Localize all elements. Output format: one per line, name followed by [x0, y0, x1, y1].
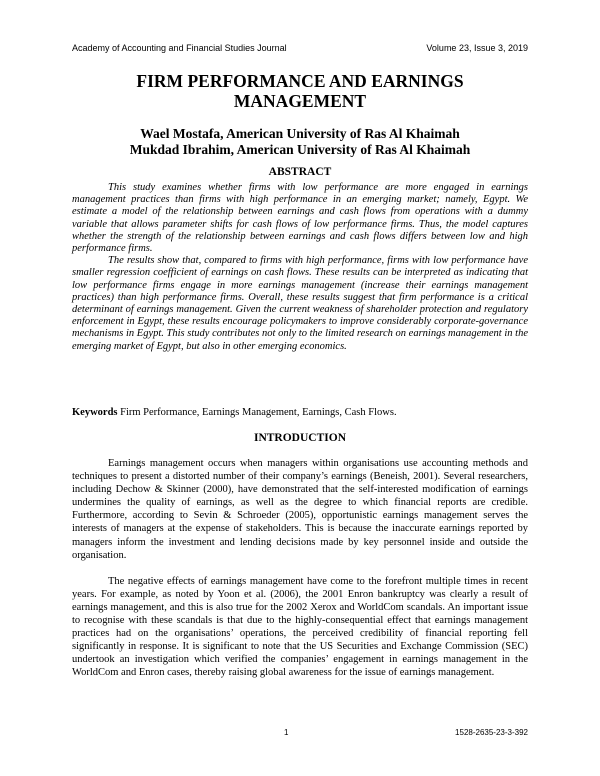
abstract-heading: ABSTRACT: [268, 166, 332, 178]
introduction-paragraph-2: The negative effects of earnings management have come to the forefront multiple times in recent years. For example, as noted by Yoon et al. (2006), the 2001 Enron bankruptcy was clearly a result of earnings management, and this is also true for the 2002 Xerox and WorldCom scandals. An important issue to recognise with these scandals is that due to the highly-consequential effect that earnings management practices had on the organisations’ operations, the perceived credibility of financial reporting fell significantly in response. It is significant to note that the US Securities and Exchange Commission (SEC) undertook an investigation which verified the companies’ engagement in earnings management in the WorldCom and Enron cases, thereby raising global awareness for the issue of earnings management.: [72, 575, 528, 679]
paper-title-line-2: MANAGEMENT: [233, 91, 367, 111]
abstract-paragraph-2: The results show that, compared to firms with high performance, firms with low performance have smaller regression coefficient of earnings on cash flows. These results can be interpreted as indicating that low performance firms engage in more earnings management (increase their earnings management practices) than high performance firms. Overall, these results suggest that firm performance is a critical determinant of earnings management. Given the current weakness of shareholder protection and regulatory enforcement in Egypt, these results encourage policymakers to improve considerably corporate-governance mechanisms in Egypt. This study contributes not only to the limited research on earnings management in the emerging market of Egypt, but also in other emerging economics.: [72, 255, 528, 352]
abstract-body: [72, 182, 528, 353]
introduction-heading: INTRODUCTION: [253, 432, 346, 444]
journal-name: Academy of Accounting and Financial Studies Journal: [72, 43, 287, 53]
author-2: Mukdad Ibrahim, American University of Ras Al Khaimah: [129, 142, 471, 157]
abstract-paragraph-1: This study examines whether firms with low performance are more engaged in earnings management practices than firms with high performance in an emerging market; namely, Egypt. We estimate a model of the relationship between earnings and cash flows from operations with a dummy variable that allows parameter shifts for cash flows of low performance firms. Thus, the model captures whether the strength of the relationship between earnings and cash flows differs between low and high performance firms.: [72, 182, 528, 255]
author-1: Wael Mostafa, American University of Ras Al Khaimah: [140, 126, 460, 141]
page-number: 1: [284, 728, 289, 737]
document-id: 1528-2635-23-3-392: [455, 728, 528, 737]
introduction-paragraph-1: Earnings management occurs when managers within organisations use accounting methods and techniques to present a distorted number of their company’s earnings (Beneish, 2001). Several researchers, including Dechow & Skinner (2000), have demonstrated that the self-interested modification of earnings undermines the quality of earnings, as well as the degree to which financial reports are credible. Furthermore, according to Sevin & Schroeder (2005), opportunistic earnings management serves the interests of managers at the expense of stakeholders. This is because the inaccurate earnings reported by managers inform the investment and lending decisions made by key personnel inside and outside the organisation.: [72, 458, 528, 561]
page-footer: [72, 728, 528, 740]
author-list: [72, 126, 528, 158]
paper-title: [72, 71, 528, 111]
introduction-body: [72, 457, 528, 680]
running-header: [72, 43, 528, 53]
issue-info: Volume 23, Issue 3, 2019: [426, 43, 528, 53]
keywords-label: Keywords: [72, 407, 118, 418]
paper-title-line-1: FIRM PERFORMANCE AND EARNINGS: [136, 71, 464, 91]
keywords-text: Firm Performance, Earnings Management, Earnings, Cash Flows.: [120, 407, 397, 418]
keywords: [72, 407, 528, 419]
